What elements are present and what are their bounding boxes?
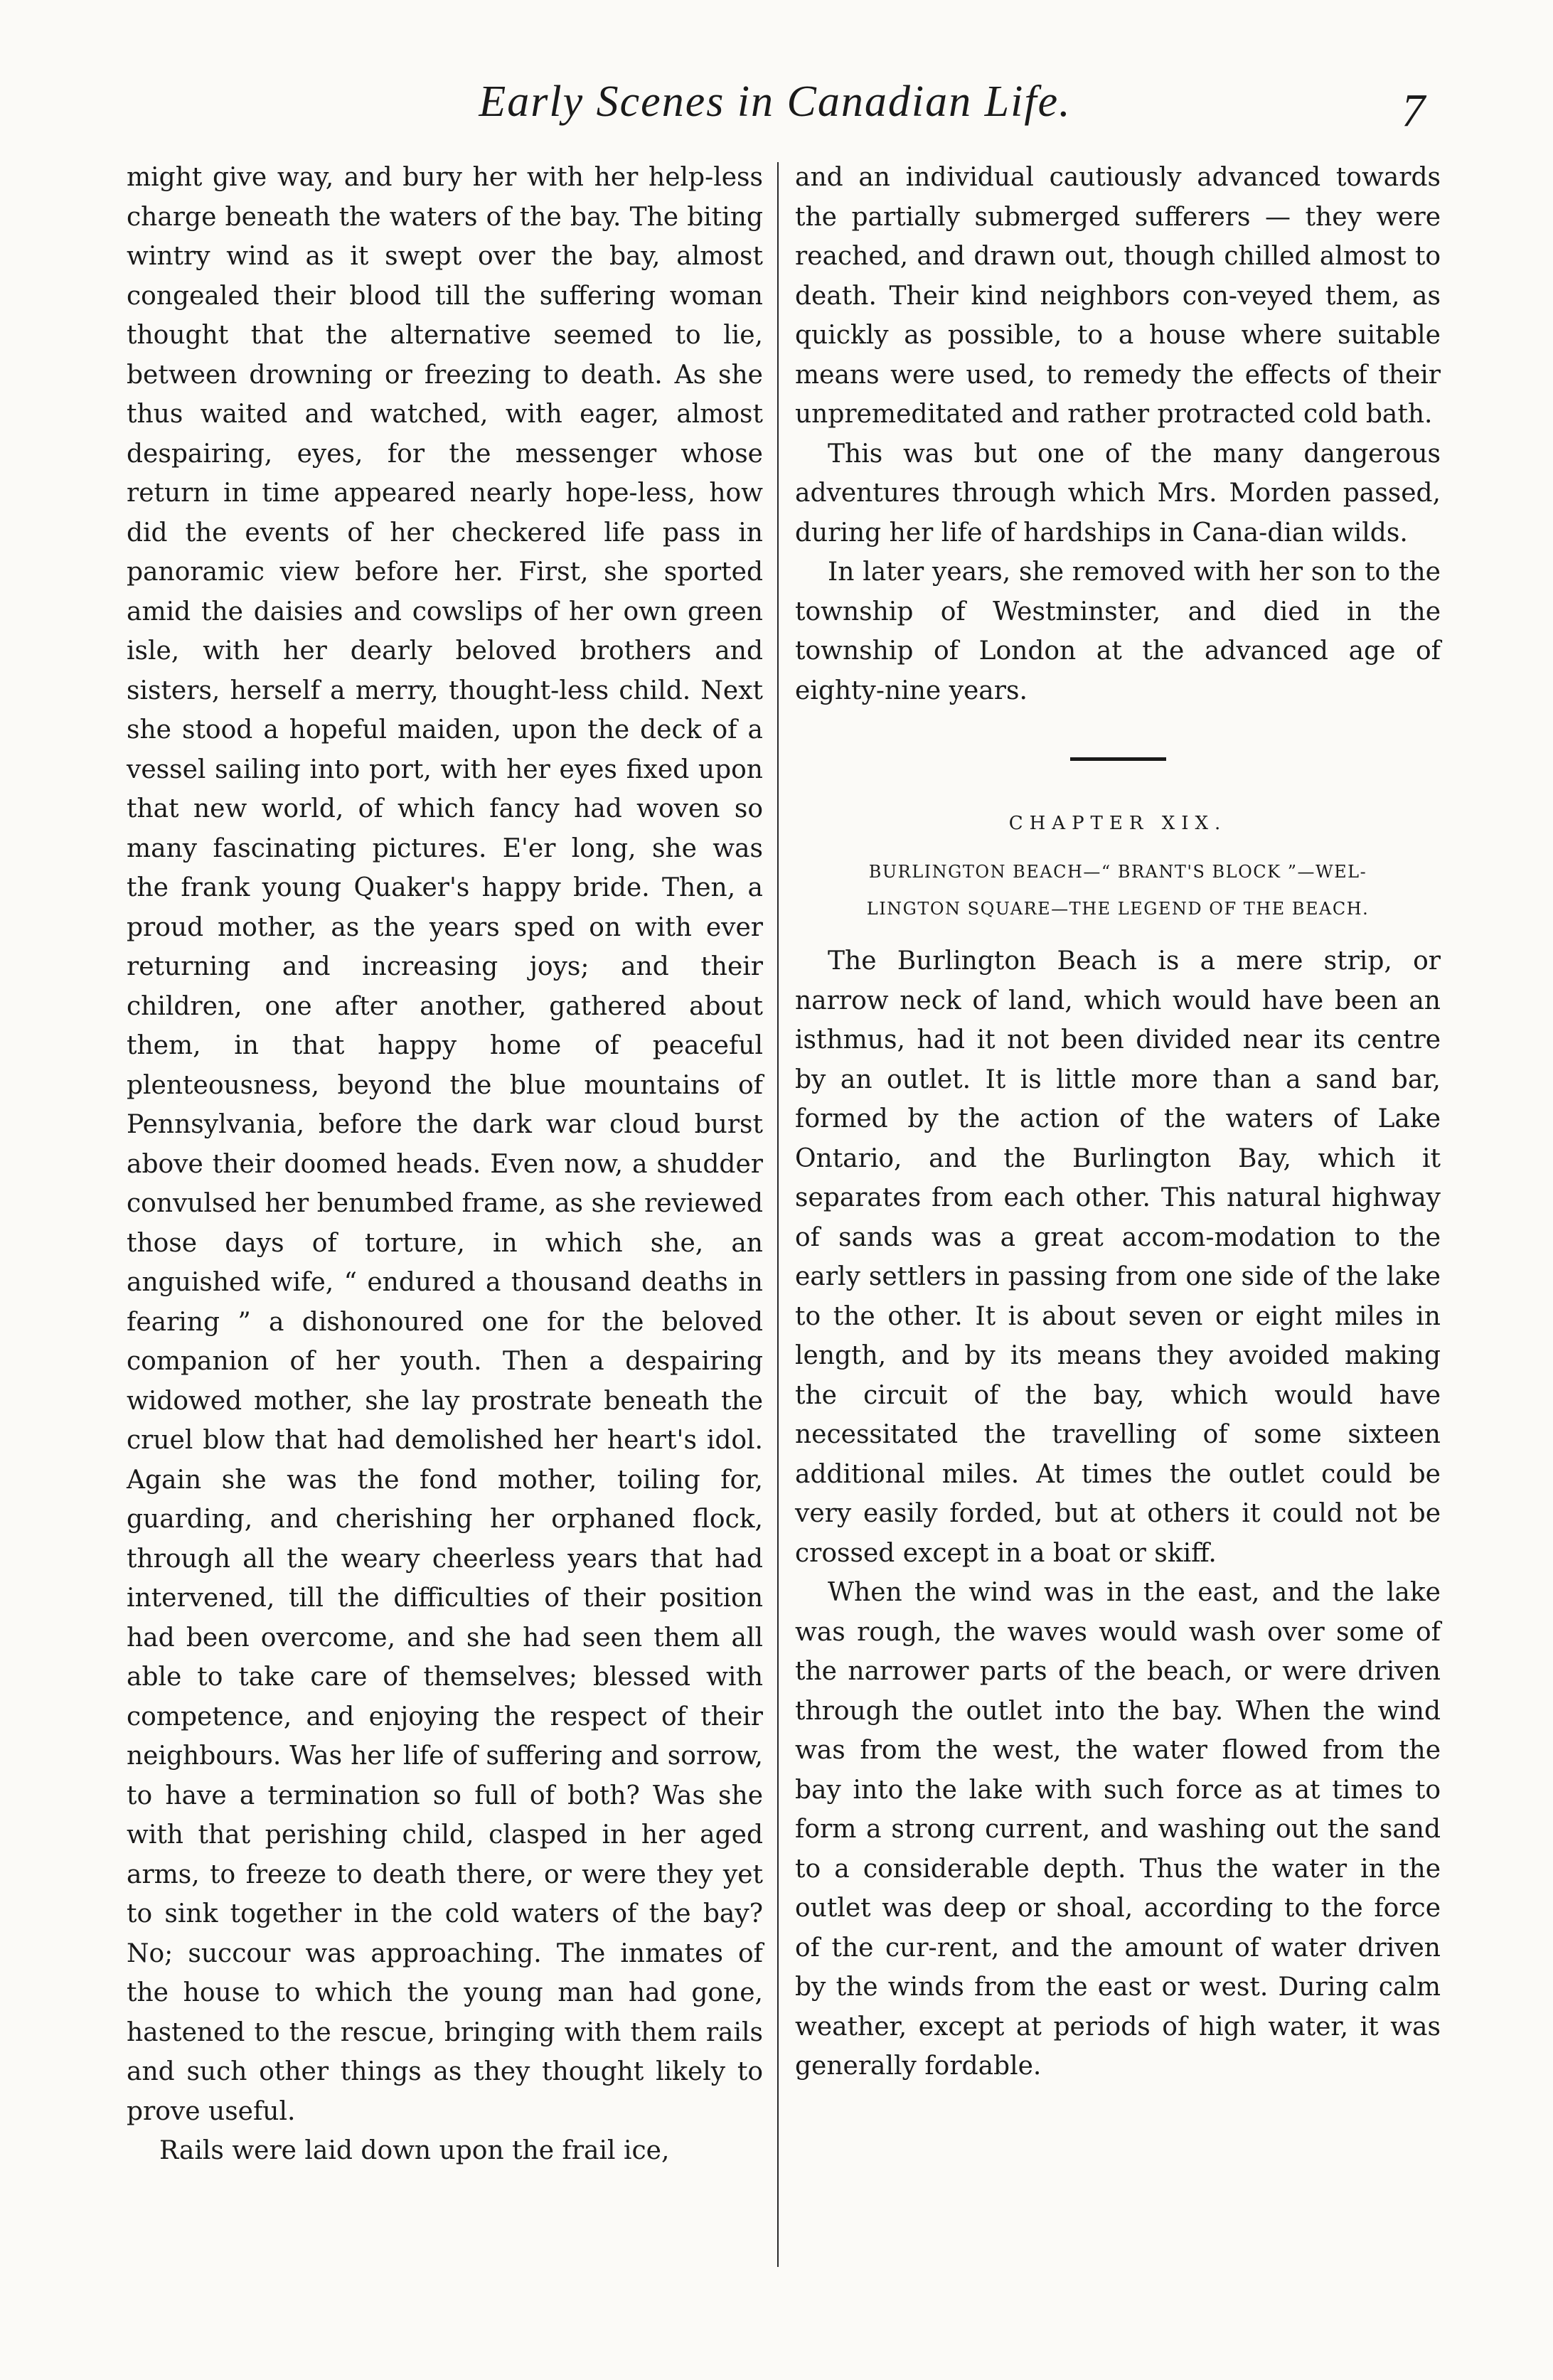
- chapter-subtitle-line-2: LINGTON SQUARE—THE LEGEND OF THE BEACH.: [866, 899, 1370, 919]
- right-paragraph-1: and an individual cautiously advanced towards the partially submerged sufferers — they were reached, and drawn out, though chilled almost to death. Their kind neighbors con-veyed them, as quickly as possible, to a house where suitable means were used, to remedy the effects of their unpremeditated and rather protracted cold bath.: [795, 163, 1441, 429]
- running-head: [0, 77, 1553, 141]
- chapter-title: CHAPTER XIX.: [1008, 813, 1227, 834]
- column-divider: [777, 162, 779, 2267]
- running-title: Early Scenes in Canadian Life.: [479, 78, 1072, 126]
- right-paragraph-2: This was but one of the many dangerous adventures through which Mrs. Morden passed, during her life of hardships in Cana-dian wilds.: [795, 439, 1441, 548]
- right-paragraph-4: The Burlington Beach is a mere strip, or narrow neck of land, which would have been an isthmus, had it not been divided near its centre by an outlet. It is little more than a sand bar, formed by the action of the waters of Lake Ontario, and the Burlington Bay, which it separates from each other. This natural highway of sands was a great accom-modation to the early settlers in passing from one side of the lake to the other. It is about seven or eight miles in length, and by its means they avoided making the circuit of the bay, which would have necessitated the travelling of some sixteen additional miles. At times the outlet could be very easily forded, but at others it could not be crossed except in a boat or skiff.: [795, 946, 1441, 1568]
- right-paragraph-3: In later years, she removed with her son to the township of Westminster, and died in the township of London at the advanced age of eighty-nine years.: [795, 557, 1441, 705]
- chapter-subtitle: [795, 853, 1441, 927]
- left-column: [127, 158, 763, 2171]
- left-paragraph-2: Rails were laid down upon the frail ice,: [159, 2136, 670, 2165]
- right-paragraph-5: When the wind was in the east, and the lake was rough, the waves would wash over some of the narrower parts of the beach, or were driven through the outlet into the bay. When the wind was from the west, the water flowed from the bay into the lake with such force as at times to form a strong current, and washing out the sand to a considerable depth. Thus the water in the outlet was deep or shoal, according to the force of the cur-rent, and the amount of water driven by the winds from the east or west. During calm weather, except at periods of high water, it was generally fordable.: [795, 1578, 1441, 2081]
- right-column: [795, 158, 1441, 2086]
- chapter-subtitle-line-1: BURLINGTON BEACH—“ BRANT'S BLOCK ”—WEL-: [868, 862, 1367, 882]
- section-rule: [1070, 757, 1166, 761]
- left-paragraph-1: might give way, and bury her with her help-less charge beneath the waters of the bay. The biting wintry wind as it swept over the bay, almost congealed their blood till the suffering woman thought that the alternative seemed to lie, between drowning or freezing to death. As she thus waited and watched, with eager, almost despairing, eyes, for the messenger whose return in time appeared nearly hope-less, how did the events of her checkered life pass in panoramic view before her. First, she sported amid the daisies and cowslips of her own green isle, with her dearly beloved brothers and sisters, herself a merry, thought-less child. Next she stood a hopeful maiden, upon the deck of a vessel sailing into port, with her eyes fixed upon that new world, of which fancy had woven so many fascinating pictures. E'er long, she was the frank young Quaker's happy bride. Then, a proud mother, as the years sped on with ever returning and increasing joys; and their children, one after another, gathered about them, in that happy home of peaceful plenteousness, beyond the blue mountains of Pennsylvania, before the dark war cloud burst above their doomed heads. Even now, a shudder convulsed her benumbed frame, as she reviewed those days of torture, in which she, an anguished wife, “ endured a thousand deaths in fearing ” a dishonoured one for the beloved companion of her youth. Then a despairing widowed mother, she lay prostrate beneath the cruel blow that had demolished her heart's idol. Again she was the fond mother, toiling for, guarding, and cherishing her orphaned flock, through all the weary cheerless years that had intervened, till the difficulties of their position had been overcome, and she had seen them all able to take care of themselves; blessed with competence, and enjoying the respect of their neighbours. Was her life of suffering and sorrow, to have a termination so full of both? Was she with that perishing child, clasped in her aged arms, to freeze to death there, or were they yet to sink together in the cold waters of the bay? No; succour was approaching. The inmates of the house to which the young man had gone, hastened to the rescue, bringing with them rails and such other things as they thought likely to prove useful.: [127, 163, 763, 2126]
- page-number: 7: [1402, 85, 1425, 137]
